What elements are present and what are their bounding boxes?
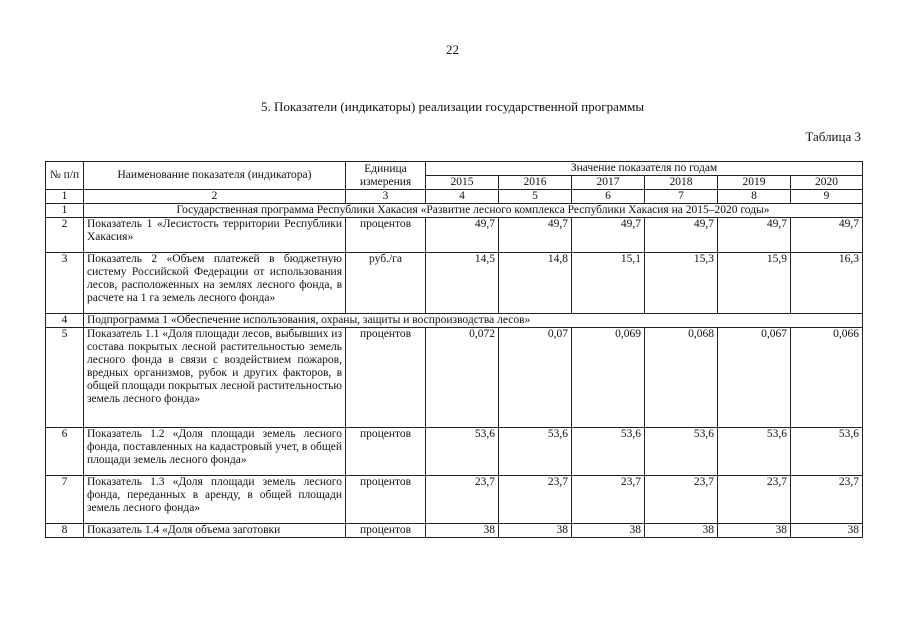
indicator-value: 15,3 — [645, 253, 718, 314]
indicator-name: Показатель 2 «Объем платежей в бюджетную систему Российской Федерации от использования лесов, расположенных на землях лесного фонда, в расчете на 1 га земель лесного фонда» — [84, 253, 346, 314]
column-number: 7 — [645, 190, 718, 204]
table-row — [46, 428, 863, 476]
column-number: 1 — [46, 190, 84, 204]
indicators-table — [45, 161, 863, 538]
row-number: 2 — [46, 218, 84, 253]
header-year: 2018 — [645, 176, 718, 190]
indicator-value: 15,9 — [718, 253, 791, 314]
table-row — [46, 524, 863, 538]
indicator-unit: процентов — [346, 524, 426, 538]
column-number: 5 — [499, 190, 572, 204]
header-num: № п/п — [46, 162, 84, 190]
indicator-name: Показатель 1.3 «Доля площади земель лесного фонда, переданных в аренду, в общей площади земель лесного фонда» — [84, 476, 346, 524]
row-number: 8 — [46, 524, 84, 538]
indicator-value: 0,07 — [499, 328, 572, 428]
indicator-value: 16,3 — [791, 253, 863, 314]
indicator-unit: процентов — [346, 428, 426, 476]
indicator-value: 0,072 — [426, 328, 499, 428]
indicator-value: 38 — [718, 524, 791, 538]
indicator-value: 53,6 — [645, 428, 718, 476]
table-row — [46, 218, 863, 253]
row-number: 3 — [46, 253, 84, 314]
indicator-value: 38 — [426, 524, 499, 538]
table-row — [46, 476, 863, 524]
header-year: 2016 — [499, 176, 572, 190]
header-unit: Единица измерения — [346, 162, 426, 190]
header-row — [46, 162, 863, 176]
column-number: 6 — [572, 190, 645, 204]
indicator-value: 38 — [791, 524, 863, 538]
indicator-value: 14,5 — [426, 253, 499, 314]
header-name: Наименование показателя (индикатора) — [84, 162, 346, 190]
indicator-unit: процентов — [346, 476, 426, 524]
indicator-value: 0,067 — [718, 328, 791, 428]
indicator-name: Показатель 1.1 «Доля площади лесов, выбывших из состава покрытых лесной растительностью земель лесного фонда в связи с воздействием пожаров, вредных организмов, рубок и других факторов, в общей площади покрытых лесной растительностью земель лесного фонда» — [84, 328, 346, 428]
indicator-value: 53,6 — [572, 428, 645, 476]
indicator-value: 49,7 — [718, 218, 791, 253]
indicator-value: 23,7 — [426, 476, 499, 524]
indicator-value: 49,7 — [791, 218, 863, 253]
indicator-value: 38 — [499, 524, 572, 538]
table-row — [46, 328, 863, 428]
row-number: 7 — [46, 476, 84, 524]
indicator-name: Показатель 1.4 «Доля объема заготовки — [84, 524, 346, 538]
indicator-value: 53,6 — [499, 428, 572, 476]
indicator-value: 0,068 — [645, 328, 718, 428]
table-label: Таблица 3 — [805, 129, 861, 144]
indicator-value: 0,066 — [791, 328, 863, 428]
indicator-value: 49,7 — [645, 218, 718, 253]
indicator-value: 23,7 — [791, 476, 863, 524]
header-year: 2019 — [718, 176, 791, 190]
column-number: 9 — [791, 190, 863, 204]
table-row — [46, 253, 863, 314]
indicator-value: 38 — [645, 524, 718, 538]
indicator-value: 23,7 — [572, 476, 645, 524]
column-number: 4 — [426, 190, 499, 204]
header-year: 2017 — [572, 176, 645, 190]
header-year: 2020 — [791, 176, 863, 190]
subsection-title: Подпрограмма 1 «Обеспечение использования, охраны, защиты и воспроизводства лесов» — [84, 314, 863, 328]
indicator-value: 14,8 — [499, 253, 572, 314]
indicator-value: 23,7 — [718, 476, 791, 524]
indicator-value: 23,7 — [499, 476, 572, 524]
column-number: 3 — [346, 190, 426, 204]
row-number: 5 — [46, 328, 84, 428]
subprogram-row — [46, 314, 863, 328]
indicator-value: 49,7 — [572, 218, 645, 253]
header-year: 2015 — [426, 176, 499, 190]
indicator-value: 53,6 — [426, 428, 499, 476]
indicator-value: 53,6 — [718, 428, 791, 476]
section-title: 5. Показатели (индикаторы) реализации государственной программы — [260, 99, 645, 114]
column-number: 2 — [84, 190, 346, 204]
indicator-unit: руб./га — [346, 253, 426, 314]
column-numbers-row — [46, 190, 863, 204]
section-title: Государственная программа Республики Хакасия «Развитие лесного комплекса Республики Хакасия на 2015–2020 годы» — [84, 204, 863, 218]
indicator-value: 0,069 — [572, 328, 645, 428]
column-number: 8 — [718, 190, 791, 204]
indicator-value: 53,6 — [791, 428, 863, 476]
indicator-value: 49,7 — [499, 218, 572, 253]
header-values-group: Значение показателя по годам — [426, 162, 863, 176]
row-number: 4 — [46, 314, 84, 328]
indicator-value: 15,1 — [572, 253, 645, 314]
program-row — [46, 204, 863, 218]
page-number: 22 — [446, 42, 459, 57]
indicator-value: 38 — [572, 524, 645, 538]
indicator-value: 49,7 — [426, 218, 499, 253]
indicator-name: Показатель 1 «Лесистость территории Республики Хакасия» — [84, 218, 346, 253]
indicator-value: 23,7 — [645, 476, 718, 524]
row-number: 6 — [46, 428, 84, 476]
indicator-unit: процентов — [346, 218, 426, 253]
indicator-name: Показатель 1.2 «Доля площади земель лесного фонда, поставленных на кадастровый учет, в общей площади земель лесного фонда» — [84, 428, 346, 476]
row-number: 1 — [46, 204, 84, 218]
indicator-unit: процентов — [346, 328, 426, 428]
